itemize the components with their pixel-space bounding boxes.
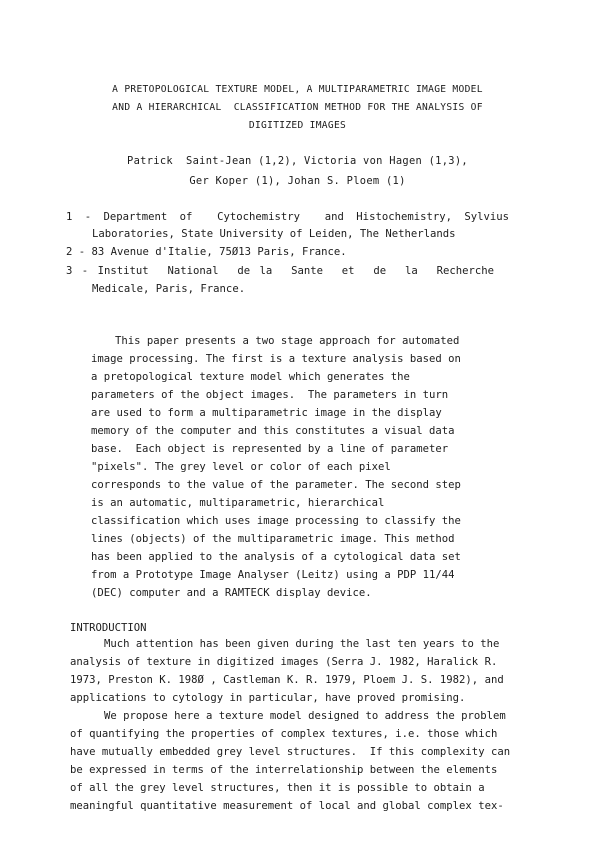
abstract-line: classification which uses image processing to classify the bbox=[91, 515, 461, 527]
intro-line: We propose here a texture model designed to address the problem bbox=[104, 710, 506, 722]
paper-title-line-3: DIGITIZED IMAGES bbox=[248, 120, 347, 131]
abstract-line: corresponds to the value of the parameter. The second step bbox=[91, 479, 461, 491]
section-heading-introduction: INTRODUCTION bbox=[70, 622, 147, 634]
affiliation-1-line-1: 1 - Department of Cytochemistry and Histochemistry, Sylvius bbox=[66, 211, 509, 223]
abstract-line: from a Prototype Image Analyser (Leitz) using a PDP 11/44 bbox=[91, 569, 455, 581]
affiliation-1-line-2: Laboratories, State University of Leiden, The Netherlands bbox=[92, 228, 456, 240]
abstract-line: parameters of the object images. The parameters in turn bbox=[91, 389, 449, 401]
authors-line-1: Patrick Saint-Jean (1,2), Victoria von Hagen (1,3), bbox=[127, 155, 468, 167]
abstract-line: lines (objects) of the multiparametric image. This method bbox=[91, 533, 455, 545]
abstract-line: "pixels". The grey level or color of each pixel bbox=[91, 461, 391, 473]
intro-line: applications to cytology in particular, have proved promising. bbox=[70, 692, 466, 704]
intro-line: of all the grey level structures, then it is possible to obtain a bbox=[70, 782, 485, 794]
abstract-line: (DEC) computer and a RAMTECK display device. bbox=[91, 587, 372, 599]
abstract-line: memory of the computer and this constitutes a visual data bbox=[91, 425, 455, 437]
abstract-line: are used to form a multiparametric image in the display bbox=[91, 407, 442, 419]
affiliation-2: 2 - 83 Avenue d'Italie, 75Ø13 Paris, France. bbox=[66, 246, 347, 258]
abstract-line: has been applied to the analysis of a cytological data set bbox=[91, 551, 461, 563]
abstract-line: is an automatic, multiparametric, hierarchical bbox=[91, 497, 385, 509]
intro-line: meaningful quantitative measurement of local and global complex tex- bbox=[70, 800, 504, 812]
affiliation-3-line-1: 3 - Institut National de la Sante et de la Recherche bbox=[66, 265, 494, 277]
affiliation-3-line-2: Medicale, Paris, France. bbox=[92, 283, 246, 295]
abstract-line: a pretopological texture model which generates the bbox=[91, 371, 410, 383]
paper-title-line-2: AND A HIERARCHICAL CLASSIFICATION METHOD FOR THE ANALYSIS OF bbox=[112, 102, 483, 113]
intro-line: analysis of texture in digitized images (Serra J. 1982, Haralick R. bbox=[70, 656, 498, 668]
abstract-line: This paper presents a two stage approach for automated bbox=[115, 335, 460, 347]
intro-line: of quantifying the properties of complex textures, i.e. those which bbox=[70, 728, 498, 740]
abstract-line: image processing. The first is a texture analysis based on bbox=[91, 353, 461, 365]
intro-line: be expressed in terms of the interrelationship between the elements bbox=[70, 764, 498, 776]
paper-title-line-1: A PRETOPOLOGICAL TEXTURE MODEL, A MULTIPARAMETRIC IMAGE MODEL bbox=[112, 84, 483, 95]
intro-line: Much attention has been given during the last ten years to the bbox=[104, 638, 500, 650]
abstract-line: base. Each object is represented by a line of parameter bbox=[91, 443, 449, 455]
intro-line: 1973, Preston K. 198Ø , Castleman K. R. 1979, Ploem J. S. 1982), and bbox=[70, 674, 504, 686]
authors-line-2: Ger Koper (1), Johan S. Ploem (1) bbox=[189, 175, 406, 187]
intro-line: have mutually embedded grey level structures. If this complexity can bbox=[70, 746, 511, 758]
